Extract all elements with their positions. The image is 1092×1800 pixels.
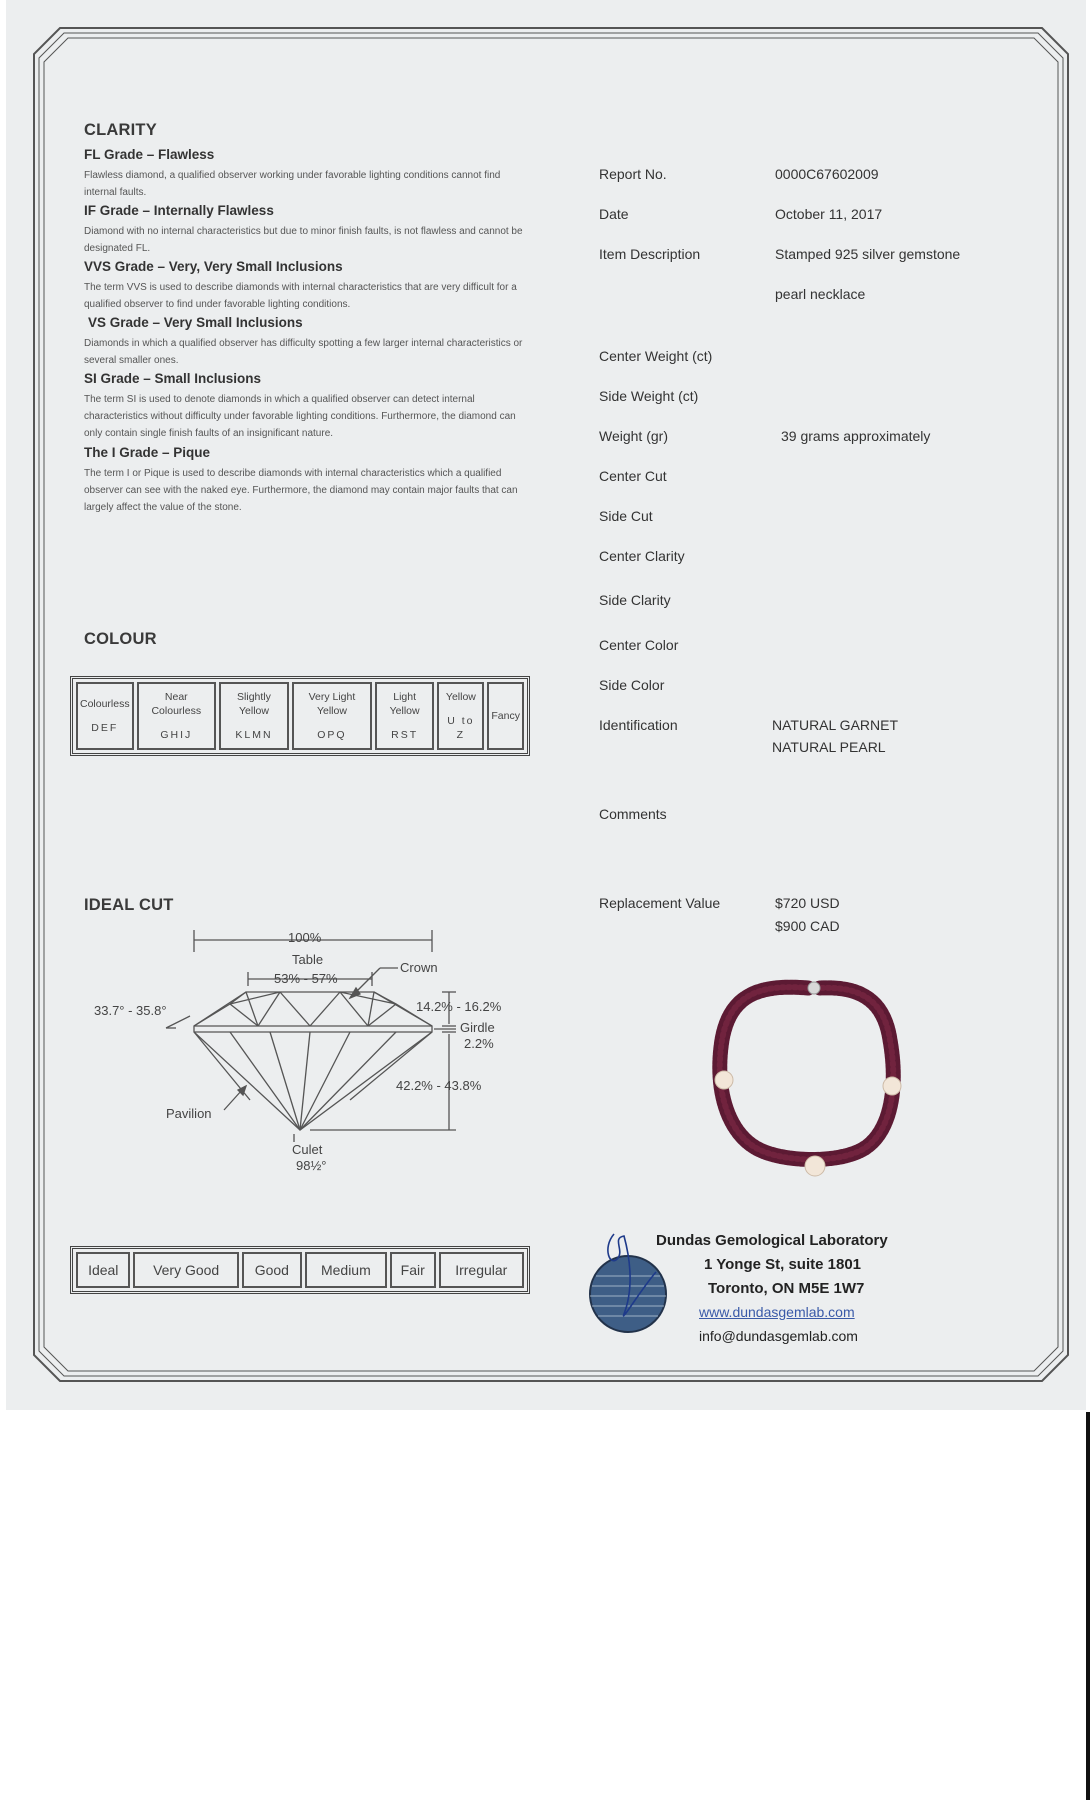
necklace-photo xyxy=(700,970,920,1190)
colour-cell: Very Light Yellow OPQ xyxy=(292,682,372,750)
grade-fl-desc: Flawless diamond, a qualified observer working under favorable lighting conditions cannot find internal faults. xyxy=(84,170,501,198)
comments-label: Comments xyxy=(599,806,667,822)
table-pct-label: 53% - 57% xyxy=(274,971,338,986)
cut-grade-cell: Medium xyxy=(305,1252,387,1288)
side-weight-label: Side Weight (ct) xyxy=(599,388,699,404)
lab-email: info@dundasgemlab.com xyxy=(699,1328,858,1344)
grade-vs-desc: Diamonds in which a qualified observer has difficulty spotting a few larger internal characteristics or several smaller ones. xyxy=(84,338,523,366)
lab-address-line-2: Toronto, ON M5E 1W7 xyxy=(708,1280,865,1297)
lab-address-line-1: 1 Yonge St, suite 1801 xyxy=(704,1256,862,1273)
cut-grade-cell: Irregular xyxy=(439,1252,524,1288)
lab-name: Dundas Gemological Laboratory xyxy=(656,1232,888,1249)
item-description-value-2: pearl necklace xyxy=(775,286,866,302)
identification-value-2: NATURAL PEARL xyxy=(772,739,886,755)
girdle-label: Girdle xyxy=(460,1020,495,1035)
date-value: October 11, 2017 xyxy=(775,206,883,222)
grade-si-desc: The term SI is used to denote diamonds in which a qualified observer can detect internal characteristics without difficulty under favorable lighting conditions. Furthermore, the diamond can only contain single finish faults of an insignificant nature. xyxy=(84,394,516,439)
center-color-label: Center Color xyxy=(599,637,679,653)
grade-si-heading: SI Grade – Small Inclusions xyxy=(84,371,262,386)
table-label: Table xyxy=(292,952,324,967)
pavilion-label: Pavilion xyxy=(166,1106,212,1121)
item-description-label: Item Description xyxy=(599,246,701,262)
side-cut-label: Side Cut xyxy=(599,508,653,524)
crown-angle-label: 33.7° - 35.8° xyxy=(94,1003,167,1018)
report-no-label: Report No. xyxy=(599,166,667,182)
replacement-value-usd: $720 USD xyxy=(775,895,840,911)
colour-title: COLOUR xyxy=(84,630,157,648)
grade-fl-heading: FL Grade – Flawless xyxy=(84,147,215,162)
date-label: Date xyxy=(599,206,629,222)
grade-vvs-heading: VVS Grade – Very, Very Small Inclusions xyxy=(84,259,343,274)
report-no-value: 0000C67602009 xyxy=(775,166,879,182)
scan-edge xyxy=(1086,1412,1090,1800)
cut-grade-cell: Ideal xyxy=(76,1252,130,1288)
item-description-value: Stamped 925 silver gemstone xyxy=(775,246,961,262)
culet-value-label: 98½° xyxy=(296,1158,327,1173)
side-clarity-label: Side Clarity xyxy=(599,592,671,608)
girdle-pct-label: 2.2% xyxy=(464,1036,494,1051)
cut-grade-cell: Good xyxy=(242,1252,302,1288)
center-weight-label: Center Weight (ct) xyxy=(599,348,713,364)
colour-cell: Fancy xyxy=(487,682,524,750)
lab-website-link[interactable]: www.dundasgemlab.com xyxy=(699,1304,855,1320)
culet-label: Culet xyxy=(292,1142,323,1157)
grade-i-heading: The I Grade – Pique xyxy=(84,445,211,460)
side-color-label: Side Color xyxy=(599,677,665,693)
weight-gr-value: 39 grams approximately xyxy=(781,428,931,444)
colour-scale-table xyxy=(70,676,530,756)
crown-height-label: 14.2% - 16.2% xyxy=(416,999,502,1014)
identification-value: NATURAL GARNET xyxy=(772,717,899,733)
colour-cell: Colourless DEF xyxy=(76,682,134,750)
center-clarity-label: Center Clarity xyxy=(599,548,685,564)
crown-label: Crown xyxy=(400,960,438,975)
colour-cell: Yellow U to Z xyxy=(437,682,484,750)
grade-if-heading: IF Grade – Internally Flawless xyxy=(84,203,274,218)
cut-grade-table xyxy=(70,1246,530,1294)
grade-vvs-desc: The term VVS is used to describe diamonds with internal characteristics that are very difficult for a qualified observer to find under favorable lighting conditions. xyxy=(84,282,517,310)
clarity-title: CLARITY xyxy=(84,121,157,139)
replacement-value-label: Replacement Value xyxy=(599,895,721,911)
grade-i-desc: The term I or Pique is used to describe diamonds with internal characteristics which a qualified observer can see with the naked eye. Furthermore, the diamond may contain major faults that can largely affect the value of the stone. xyxy=(84,468,518,513)
cut-grade-cell: Very Good xyxy=(133,1252,238,1288)
ideal-cut-title: IDEAL CUT xyxy=(84,896,174,914)
center-cut-label: Center Cut xyxy=(599,468,667,484)
colour-cell: Light Yellow RST xyxy=(375,682,435,750)
replacement-value-cad: $900 CAD xyxy=(775,918,840,934)
grade-if-desc: Diamond with no internal characteristics but due to minor finish faults, is not flawless and cannot be designated FL. xyxy=(84,226,523,254)
colour-cell: Near Colourless GHIJ xyxy=(137,682,216,750)
cut-grade-cell: Fair xyxy=(390,1252,436,1288)
identification-label: Identification xyxy=(599,717,678,733)
grade-vs-heading: VS Grade – Very Small Inclusions xyxy=(88,315,303,330)
width-pct-label: 100% xyxy=(288,930,322,945)
weight-gr-label: Weight (gr) xyxy=(599,428,668,444)
colour-cell: Slightly Yellow KLMN xyxy=(219,682,289,750)
pavilion-depth-label: 42.2% - 43.8% xyxy=(396,1078,482,1093)
diamond-cut-diagram xyxy=(80,920,520,1180)
